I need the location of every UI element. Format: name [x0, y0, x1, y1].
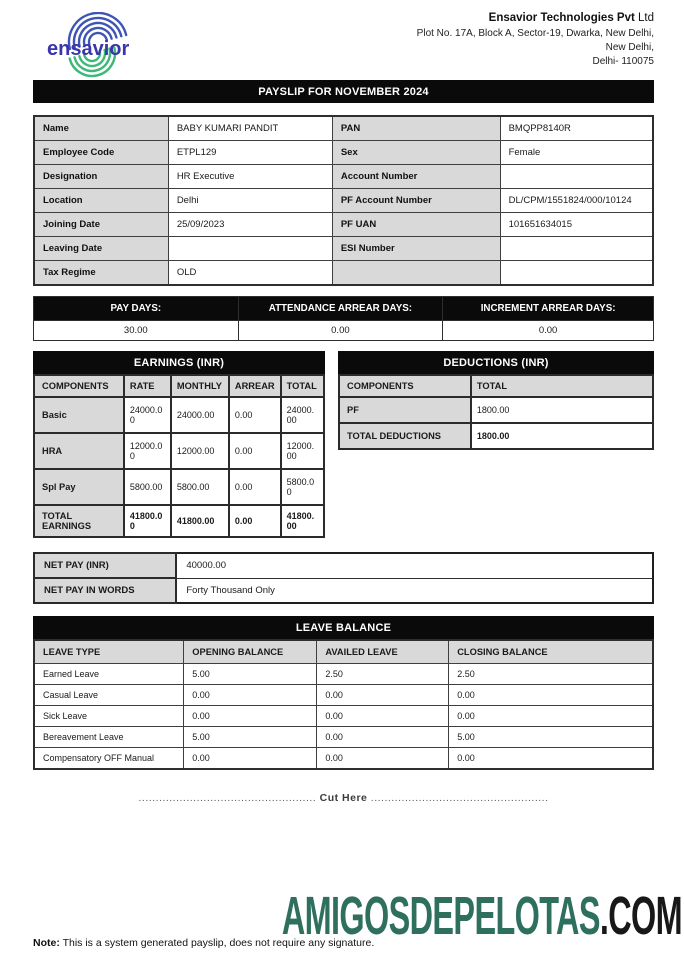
- leave-balance-table: [33, 639, 654, 770]
- cell-label: Account Number: [332, 165, 500, 189]
- column-header: MONTHLY: [171, 375, 229, 397]
- cell-value: 0.00: [449, 747, 653, 769]
- column-header: ATTENDANCE ARREAR DAYS:: [238, 297, 443, 321]
- cell-value: 2.50: [449, 663, 653, 684]
- cell-value: 0.00: [449, 705, 653, 726]
- table-header-row: [34, 375, 324, 397]
- table-header-row: [34, 640, 653, 663]
- table-row: [34, 684, 653, 705]
- column-header: TOTAL: [281, 375, 324, 397]
- table-row: [34, 165, 653, 189]
- table-row: [34, 189, 653, 213]
- address-line: New Delhi,: [605, 42, 654, 53]
- cell-label: PF UAN: [332, 213, 500, 237]
- cell-value: 12000.00: [124, 433, 171, 469]
- cell-value: 40000.00: [176, 553, 653, 578]
- cell-value: 41800.00: [171, 505, 229, 537]
- earnings-section: [33, 351, 325, 538]
- cell-value: 2.50: [317, 663, 449, 684]
- cell-value: 1800.00: [471, 423, 653, 449]
- cell-value: Forty Thousand Only: [176, 578, 653, 603]
- table-row: [34, 578, 653, 603]
- cell-label: PF: [339, 397, 471, 423]
- earnings-table: [33, 374, 325, 538]
- table-row: [34, 116, 653, 141]
- table-row: [339, 397, 653, 423]
- cell-value: BMQPP8140R: [500, 116, 653, 141]
- table-row: [34, 469, 324, 505]
- table-row: [34, 553, 653, 578]
- ensavior-logo-icon: [42, 12, 142, 80]
- cell-label: Employee Code: [34, 141, 168, 165]
- page-header: [0, 0, 684, 80]
- deductions-title: DEDUCTIONS (INR): [338, 351, 654, 374]
- cell-value: 0.00: [317, 726, 449, 747]
- cell-value: Delhi: [168, 189, 332, 213]
- employee-info-table: [33, 115, 654, 286]
- cell-value: DL/CPM/1551824/000/10124: [500, 189, 653, 213]
- cell-label: Spl Pay: [34, 469, 124, 505]
- cut-dots-left: ....................................................: [138, 791, 317, 804]
- company-name-suffix: Ltd: [638, 12, 654, 24]
- cell-value: 0.00: [317, 705, 449, 726]
- cell-label: NET PAY (INR): [34, 553, 176, 578]
- cell-value: Female: [500, 141, 653, 165]
- column-header: LEAVE TYPE: [34, 640, 184, 663]
- cell-value: 41800.00: [281, 505, 324, 537]
- cell-label: Joining Date: [34, 213, 168, 237]
- table-row: [34, 705, 653, 726]
- cell-value: 5.00: [184, 663, 317, 684]
- cell-value: 24000.00: [281, 397, 324, 433]
- address-line: Plot No. 17A, Block A, Sector-19, Dwarka, New Delhi,: [416, 28, 654, 39]
- cell-label: ESI Number: [332, 237, 500, 261]
- cell-value: 0.00: [317, 747, 449, 769]
- table-row: [34, 397, 324, 433]
- cell-label: Location: [34, 189, 168, 213]
- leave-balance-title: LEAVE BALANCE: [33, 616, 654, 639]
- cell-value: 0.00: [229, 397, 281, 433]
- cell-value: [500, 165, 653, 189]
- note-text: This is a system generated payslip, does not require any signature.: [59, 937, 375, 949]
- table-row: [34, 433, 324, 469]
- payslip-title: PAYSLIP FOR NOVEMBER 2024: [33, 80, 654, 103]
- earnings-deductions-section: [33, 351, 654, 538]
- cell-value: 5800.00: [124, 469, 171, 505]
- table-header-row: [34, 297, 654, 321]
- cell-value: 0.00: [229, 505, 281, 537]
- cell-value: [500, 261, 653, 286]
- cell-label: [332, 261, 500, 286]
- cell-value: BABY KUMARI PANDIT: [168, 116, 332, 141]
- company-block: [417, 12, 654, 69]
- column-header: RATE: [124, 375, 171, 397]
- deductions-table: [338, 374, 654, 450]
- cell-value: [168, 237, 332, 261]
- total-earnings-row: [34, 505, 324, 537]
- cell-label: Tax Regime: [34, 261, 168, 286]
- company-address: [417, 27, 654, 69]
- column-header: AVAILED LEAVE: [317, 640, 449, 663]
- cell-value: [500, 237, 653, 261]
- cell-value: 30.00: [34, 321, 239, 341]
- cell-value: 5800.00: [281, 469, 324, 505]
- table-header-row: [339, 375, 653, 397]
- column-header: COMPONENTS: [339, 375, 471, 397]
- cut-dots-right: ....................................................: [370, 791, 549, 804]
- leave-balance-section: [33, 616, 654, 770]
- total-deductions-row: [339, 423, 653, 449]
- cell-value: Compensatory OFF Manual: [34, 747, 184, 769]
- cell-value: 12000.00: [281, 433, 324, 469]
- cell-value: 24000.00: [171, 397, 229, 433]
- table-row: [34, 663, 653, 684]
- cell-label: Designation: [34, 165, 168, 189]
- cell-value: 1800.00: [471, 397, 653, 423]
- cut-here-label: Cut Here: [316, 791, 371, 804]
- cell-value: 0.00: [229, 433, 281, 469]
- cell-value: ETPL129: [168, 141, 332, 165]
- company-logo: [42, 12, 142, 85]
- cell-label: TOTAL EARNINGS: [34, 505, 124, 537]
- earnings-title: EARNINGS (INR): [33, 351, 325, 374]
- cell-label: HRA: [34, 433, 124, 469]
- table-row: [34, 261, 653, 286]
- logo-text: ensavior: [47, 38, 130, 60]
- cell-value: Sick Leave: [34, 705, 184, 726]
- table-row: [34, 237, 653, 261]
- cell-value: 0.00: [229, 469, 281, 505]
- cell-value: 24000.00: [124, 397, 171, 433]
- note-label: Note:: [33, 937, 60, 949]
- cell-value: 0.00: [184, 747, 317, 769]
- cell-value: Bereavement Leave: [34, 726, 184, 747]
- cell-value: 0.00: [184, 705, 317, 726]
- cell-value: 0.00: [238, 321, 443, 341]
- cell-label: NET PAY IN WORDS: [34, 578, 176, 603]
- deductions-section: [338, 351, 654, 450]
- column-header: ARREAR: [229, 375, 281, 397]
- watermark-suffix: .COM: [599, 886, 682, 946]
- net-pay-table: [33, 552, 654, 604]
- cell-value: Casual Leave: [34, 684, 184, 705]
- table-row: [34, 213, 653, 237]
- cell-label: Sex: [332, 141, 500, 165]
- column-header: PAY DAYS:: [34, 297, 239, 321]
- cell-label: Basic: [34, 397, 124, 433]
- column-header: CLOSING BALANCE: [449, 640, 653, 663]
- cell-value: 0.00: [184, 684, 317, 705]
- cell-value: 101651634015: [500, 213, 653, 237]
- pay-days-table: [33, 296, 654, 341]
- cell-value: HR Executive: [168, 165, 332, 189]
- table-row: [34, 141, 653, 165]
- cell-label: PAN: [332, 116, 500, 141]
- cell-value: 41800.00: [124, 505, 171, 537]
- column-header: OPENING BALANCE: [184, 640, 317, 663]
- cell-value: 25/09/2023: [168, 213, 332, 237]
- table-row: [34, 321, 654, 341]
- cell-value: 5.00: [449, 726, 653, 747]
- cell-value: 5800.00: [171, 469, 229, 505]
- cut-here-line: [33, 792, 654, 804]
- company-name-bold: Ensavior Technologies Pvt: [488, 12, 638, 24]
- column-header: INCREMENT ARREAR DAYS:: [443, 297, 654, 321]
- watermark-main: AMIGOSDEPELOTAS: [281, 886, 600, 946]
- cell-value: OLD: [168, 261, 332, 286]
- column-header: COMPONENTS: [34, 375, 124, 397]
- cell-value: 12000.00: [171, 433, 229, 469]
- company-name: [417, 12, 654, 24]
- cell-label: Name: [34, 116, 168, 141]
- column-header: TOTAL: [471, 375, 653, 397]
- cell-value: 0.00: [449, 684, 653, 705]
- cell-value: 5.00: [184, 726, 317, 747]
- table-row: [34, 747, 653, 769]
- cell-value: 0.00: [317, 684, 449, 705]
- cell-label: TOTAL DEDUCTIONS: [339, 423, 471, 449]
- payslip-body: [33, 80, 654, 804]
- watermark: [281, 886, 682, 946]
- cell-label: Leaving Date: [34, 237, 168, 261]
- cell-value: Earned Leave: [34, 663, 184, 684]
- address-line: Delhi- 110075: [592, 56, 654, 67]
- cell-value: 0.00: [443, 321, 654, 341]
- cell-label: PF Account Number: [332, 189, 500, 213]
- table-row: [34, 726, 653, 747]
